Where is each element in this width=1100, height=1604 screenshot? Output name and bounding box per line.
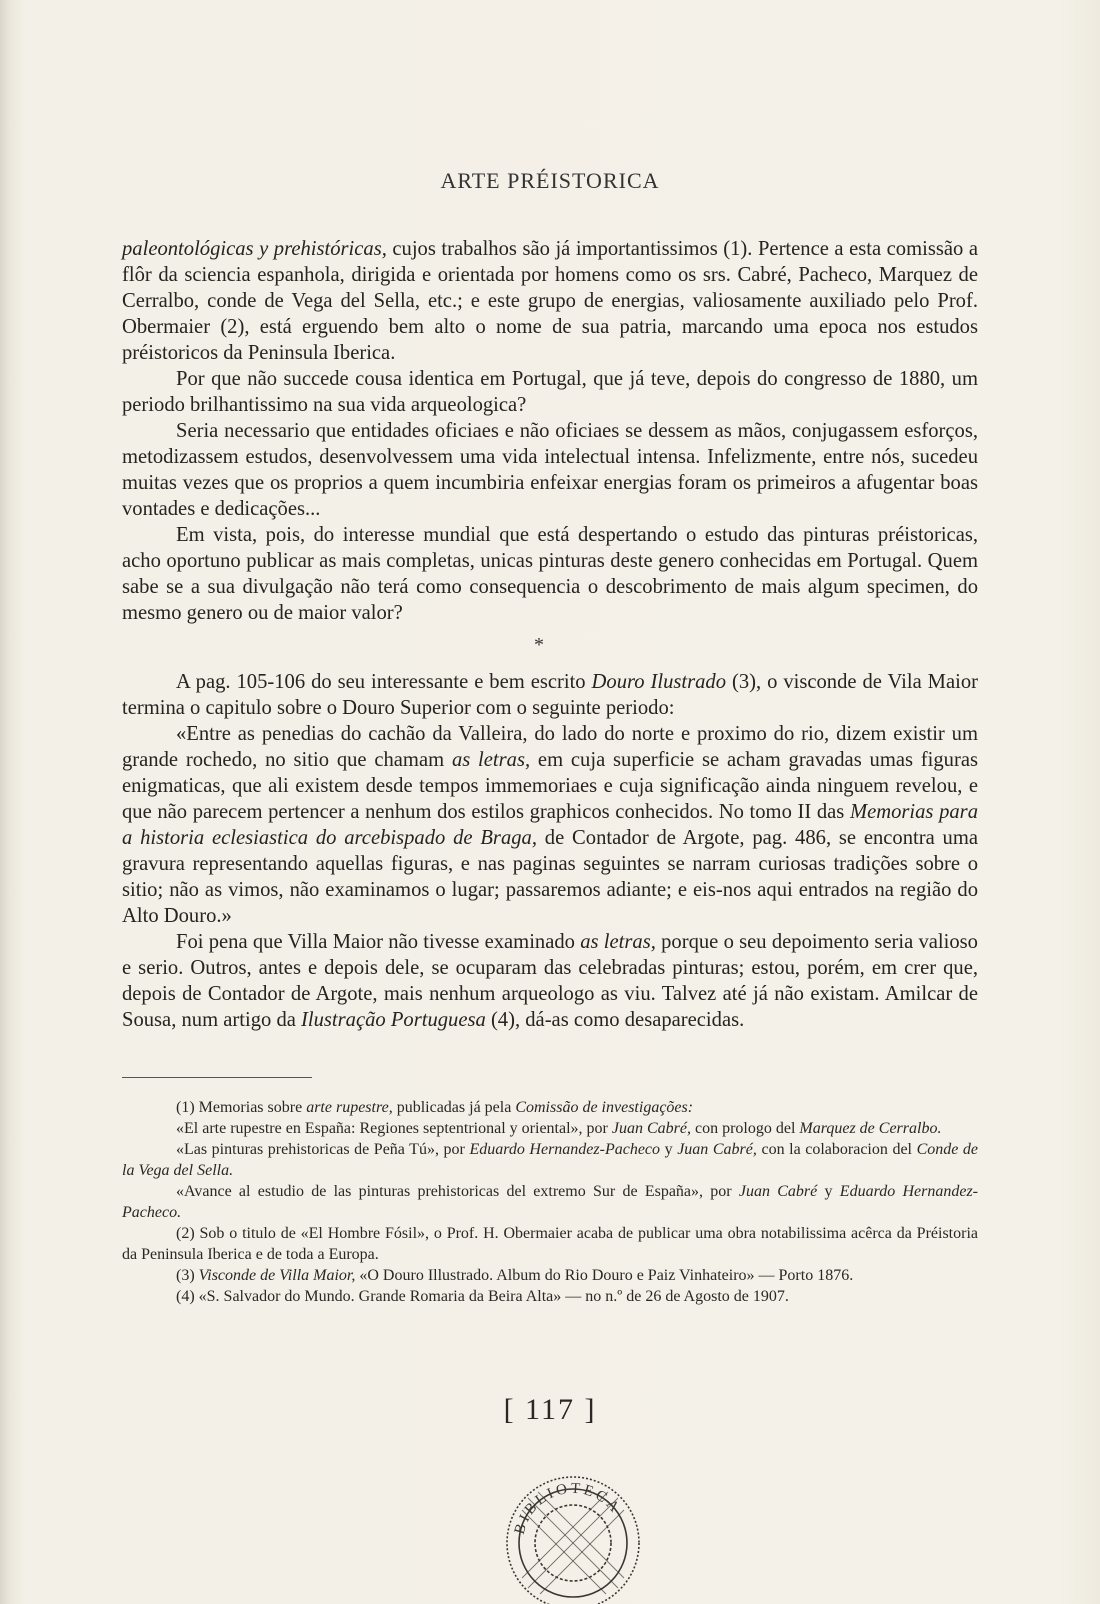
- text-run: y: [660, 1141, 678, 1158]
- italic-name: Eduardo Hernandez-Pacheco.: [122, 1183, 979, 1221]
- italic-name: Juan Cabré,: [677, 1141, 757, 1158]
- paragraph: Em vista, pois, do interesse mundial que está despertando o estudo das pinturas préistoricas, acho oportuno publicar as mais completas, unicas pinturas deste genero conhecidas em Portugal. Quem sabe se a sua divulgação não terá como consequencia o descobrimento de mais algum specimen, do mesmo genero ou de maior valor?: [122, 524, 978, 624]
- text-run: Foi pena que Villa Maior não tivesse examinado: [176, 931, 581, 953]
- italic-name: Juan Cabré: [738, 1183, 818, 1200]
- text-run: de Contador de Argote, pag. 486, se encontra uma gravura representando aquellas figuras, e nas paginas seguintes se narram curiosas tradições sobre o sitio; não as vimos, não examinamos o lugar; passaremos adiante; e eis-nos aqui entrados na região do Alto Douro.»: [122, 827, 979, 927]
- footnote: (2) Sob o titulo de «El Hombre Fósil», o Prof. H. Obermaier acaba de publicar uma obra notabilissima acêrca da Préistoria da Peninsula Iberica e de toda a Europa.: [122, 1225, 978, 1263]
- text-run: con la colaboracion del: [756, 1141, 917, 1158]
- footnote: [122, 1265, 978, 1286]
- footnote: [122, 1181, 978, 1223]
- text-run: porque o seu depoimento seria valioso e serio. Outros, antes e depois dele, se ocuparam das celebradas pinturas; estou, porém, em crer que, depois de Contador de Argote, mais nenhum arqueologo as viu. Talvez até já não existam. Amilcar de Sousa, num artigo da: [122, 931, 978, 1031]
- text-run: «O Douro Illustrado. Album do Rio Douro e Paiz Vinhateiro» — Porto 1876.: [355, 1267, 854, 1284]
- italic-name: Visconde de Villa Maior,: [198, 1267, 356, 1284]
- page-number: [ 117 ]: [503, 1393, 597, 1426]
- text-run: (1) Memorias sobre: [176, 1099, 307, 1116]
- second-text-block: [122, 669, 978, 1033]
- paragraph: [122, 236, 978, 366]
- text-run: «El arte rupestre en España: Regiones septentrional y oriental», por: [176, 1120, 612, 1137]
- italic-phrase: arte rupestre,: [306, 1099, 393, 1116]
- text-run: «Entre as penedias do cachão da Valleira, do lado do norte e proximo do rio, dizem existir um grande rochedo, no sitio que chamam: [122, 723, 978, 771]
- text-run: «Avance al estudio de las pinturas prehistoricas del extremo Sur de España», por: [176, 1183, 739, 1200]
- text-run: publicadas já pela: [392, 1099, 516, 1116]
- text-run: y: [817, 1183, 840, 1200]
- library-stamp-icon: [488, 1458, 658, 1604]
- text-run: (3): [176, 1267, 199, 1284]
- quotation-paragraph: [122, 721, 978, 929]
- italic-name: Eduardo Hernandez-Pacheco: [469, 1141, 661, 1158]
- paragraph-text: cujos trabalhos são já importantissimos (1). Pertence a esta comissão a flôr da sciencia espanhola, dirigida e orientada por homens como os srs. Cabré, Pacheco, Marquez de Cerralbo, conde de Vega del Sella, etc.; e este grupo de energias, valiosamente auxiliado pelo Prof. Obermaier (2), está erguendo bem alto o nome de sua patria, marcando uma epoca nos estudos préistoricos da Peninsula Iberica.: [122, 238, 978, 364]
- italic-phrase: Comissão de investigações:: [515, 1099, 694, 1116]
- italic-phrase: as letras,: [580, 931, 656, 953]
- footnote-rule: [122, 1077, 312, 1078]
- footnote: [122, 1118, 978, 1139]
- italic-phrase: as letras,: [451, 749, 531, 771]
- text-run: (4), dá-as como desaparecidas.: [485, 1009, 745, 1031]
- main-text-block: [122, 236, 978, 626]
- footnotes: [122, 1097, 978, 1307]
- running-header: ARTE PRÉISTORICA: [440, 168, 660, 193]
- paragraph: Por que não succede cousa identica em Portugal, que já teve, depois do congresso de 1880, um periodo brilhantissimo na sua vida arqueologica?: [122, 368, 978, 416]
- italic-name: Marquez de Cerralbo.: [799, 1120, 942, 1137]
- italic-title: Memorias para a historia eclesiastica do arcebispado de Braga,: [122, 801, 978, 849]
- italic-title: Ilustração Portuguesa: [301, 1009, 486, 1031]
- italic-name: Conde de la Vega del Sella.: [122, 1141, 979, 1179]
- text-run: (3), o visconde de Vila Maior termina o capitulo sobre o Douro Superior com o seguinte periodo:: [122, 671, 978, 719]
- paragraph: [122, 669, 978, 721]
- paragraph: [122, 929, 978, 1033]
- paragraph: Seria necessario que entidades oficiaes e não oficiaes se dessem as mãos, conjugassem esforços, metodizassem estudos, desenvolvessem uma vida intelectual intensa. Infelizmente, entre nós, sucedeu muitas vezes que os proprios a quem incumbiria enfeixar energias foram os primeiros a afugentar boas vontades e dedicações...: [122, 420, 978, 520]
- footnote: (4) «S. Salvador do Mundo. Grande Romaria da Beira Alta» — no n.º de 26 de Agosto de 1907.: [176, 1288, 789, 1305]
- section-separator: *: [534, 634, 544, 656]
- italic-title: Douro Ilustrado: [591, 671, 727, 693]
- stamp-text: BIBLIOTECA: [511, 1480, 624, 1537]
- text-run: A pag. 105-106 do seu interessante e bem escrito: [176, 671, 592, 693]
- text-run: em cuja superficie se acham gravadas umas figuras enigmaticas, que ali existem desde tempos immemoriaes e cuja significação ainda ninguem revelou, e que não parecem pertencer a nenhum dos estilos graphicos conhecidos. No tomo II das: [122, 749, 978, 823]
- text-run: con prologo del: [690, 1120, 800, 1137]
- footnote: [122, 1139, 978, 1181]
- italic-lead: paleontológicas y prehistóricas,: [122, 238, 387, 260]
- text-run: «Las pinturas prehistoricas de Peña Tú», por: [176, 1141, 470, 1158]
- footnote: [122, 1097, 978, 1118]
- italic-name: Juan Cabré,: [611, 1120, 691, 1137]
